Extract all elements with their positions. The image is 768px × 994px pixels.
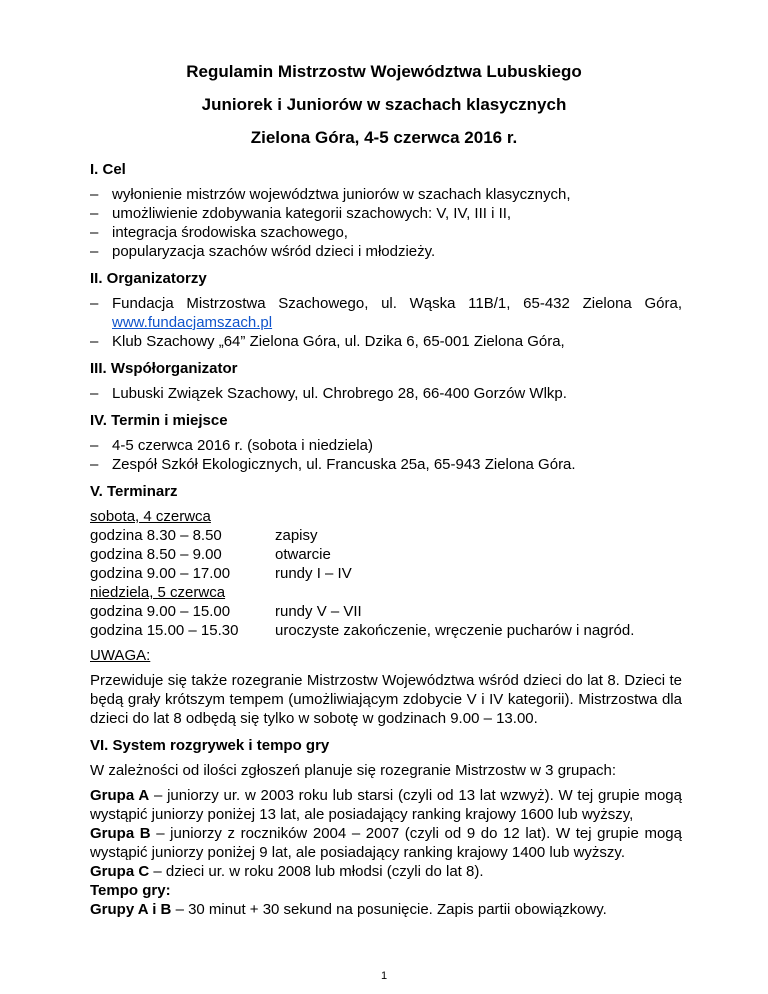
schedule-row <box>90 621 682 640</box>
schedule-time: godzina 15.00 – 15.30 <box>90 622 239 639</box>
organizer-1-text: Fundacja Mistrzostwa Szachowego, ul. Wąska 11B/1, 65-432 Zielona Góra, <box>112 295 682 312</box>
group-c-label: Grupa C <box>90 863 150 880</box>
list-item: – Lubuski Związek Szachowy, ul. Chrobrego 28, 66-400 Gorzów Wlkp. <box>90 384 682 403</box>
schedule-row <box>90 602 682 621</box>
schedule-day-1: sobota, 4 czerwca <box>90 508 211 525</box>
organizer-website-link[interactable]: www.fundacjamszach.pl <box>112 314 273 331</box>
schedule-event: rundy I – IV <box>275 565 352 582</box>
section-heading-cel: I. Cel <box>90 161 126 178</box>
schedule-event: uroczyste zakończenie, wręczenie pucharów i nagród. <box>275 622 635 639</box>
note-label: UWAGA: <box>90 647 151 664</box>
title-line-3: Zielona Góra, 4-5 czerwca 2016 r. <box>250 128 518 147</box>
section-heading-system: VI. System rozgrywek i tempo gry <box>90 737 330 754</box>
group-b-label: Grupa B <box>90 825 151 842</box>
section-heading-organizatorzy: II. Organizatorzy <box>90 270 207 287</box>
list-item: – Klub Szachowy „64” Zielona Góra, ul. Dzika 6, 65-001 Zielona Góra, <box>90 332 682 351</box>
group-c-text: – dzieci ur. w roku 2008 lub młodsi (czyli do lat 8). <box>149 863 484 880</box>
schedule-event: rundy V – VII <box>275 603 362 620</box>
document-body <box>90 160 682 919</box>
tempo-ab-text: – 30 minut + 30 sekund na posunięcie. Zapis partii obowiązkowy. <box>171 901 607 918</box>
list-item: – 4-5 czerwca 2016 r. (sobota i niedziela) <box>90 436 682 455</box>
system-intro: W zależności od ilości zgłoszeń planuje się rozegranie Mistrzostw w 3 grupach: <box>90 762 617 779</box>
list-item <box>90 294 682 332</box>
list-item: – Zespół Szkół Ekologicznych, ul. Francuska 25a, 65-943 Zielona Góra. <box>90 455 682 474</box>
schedule-row <box>90 526 682 545</box>
list-item: – umożliwienie zdobywania kategorii szachowych: V, IV, III i II, <box>90 204 682 223</box>
group-b-description <box>90 824 682 862</box>
schedule-time: godzina 9.00 – 15.00 <box>90 603 231 620</box>
tempo-heading: Tempo gry: <box>90 882 171 899</box>
schedule-event: otwarcie <box>275 546 331 563</box>
schedule-event: zapisy <box>275 527 318 544</box>
group-b-text: – juniorzy z roczników 2004 – 2007 (czyli od 9 do 12 lat). W tej grupie mogą wystąpić juniorzy poniżej 9 lat, ale posiadający ranking krajowy 1400 lub wyższy. <box>90 825 682 861</box>
schedule-day-2: niedziela, 5 czerwca <box>90 584 226 601</box>
list-item: – wyłonienie mistrzów województwa juniorów w szachach klasycznych, <box>90 185 682 204</box>
note-text: Przewiduje się także rozegranie Mistrzostw Województwa wśród dzieci do lat 8. Dzieci te będą grały krótszym tempem (umożliwiającym zdobycie V i IV kategorii). Mistrzostwa dla dzieci do lat 8 odbędą się tylko w sobotę w godzinach 9.00 – 13.00. <box>90 672 682 727</box>
schedule-row <box>90 545 682 564</box>
tempo-ab-label: Grupy A i B <box>90 901 172 918</box>
group-a-label: Grupa A <box>90 787 150 804</box>
group-a-text: – juniorzy ur. w 2003 roku lub starsi (czyli od 13 lat wzwyż). W tej grupie mogą wystąpić juniorzy poniżej 13 lat, ale posiadający ranking krajowy 1600 lub wyższy, <box>90 787 682 823</box>
section-heading-terminarz: V. Terminarz <box>90 483 178 500</box>
list-item: – popularyzacja szachów wśród dzieci i młodzieży. <box>90 242 682 261</box>
schedule-row <box>90 564 682 583</box>
tempo-ab-description <box>90 900 682 919</box>
section-heading-wspolorganizator: III. Współorganizator <box>90 360 238 377</box>
schedule-time: godzina 8.50 – 9.00 <box>90 546 222 563</box>
section-heading-termin: IV. Termin i miejsce <box>90 412 228 429</box>
schedule-time: godzina 8.30 – 8.50 <box>90 527 222 544</box>
list-item: – integracja środowiska szachowego, <box>90 223 682 242</box>
group-c-description <box>90 862 682 881</box>
group-a-description <box>90 786 682 824</box>
page-number: 1 <box>380 970 388 982</box>
title-line-2: Juniorek i Juniorów w szachach klasycznych <box>201 95 567 114</box>
title-line-1: Regulamin Mistrzostw Województwa Lubuskiego <box>186 62 582 81</box>
schedule-time: godzina 9.00 – 17.00 <box>90 565 231 582</box>
